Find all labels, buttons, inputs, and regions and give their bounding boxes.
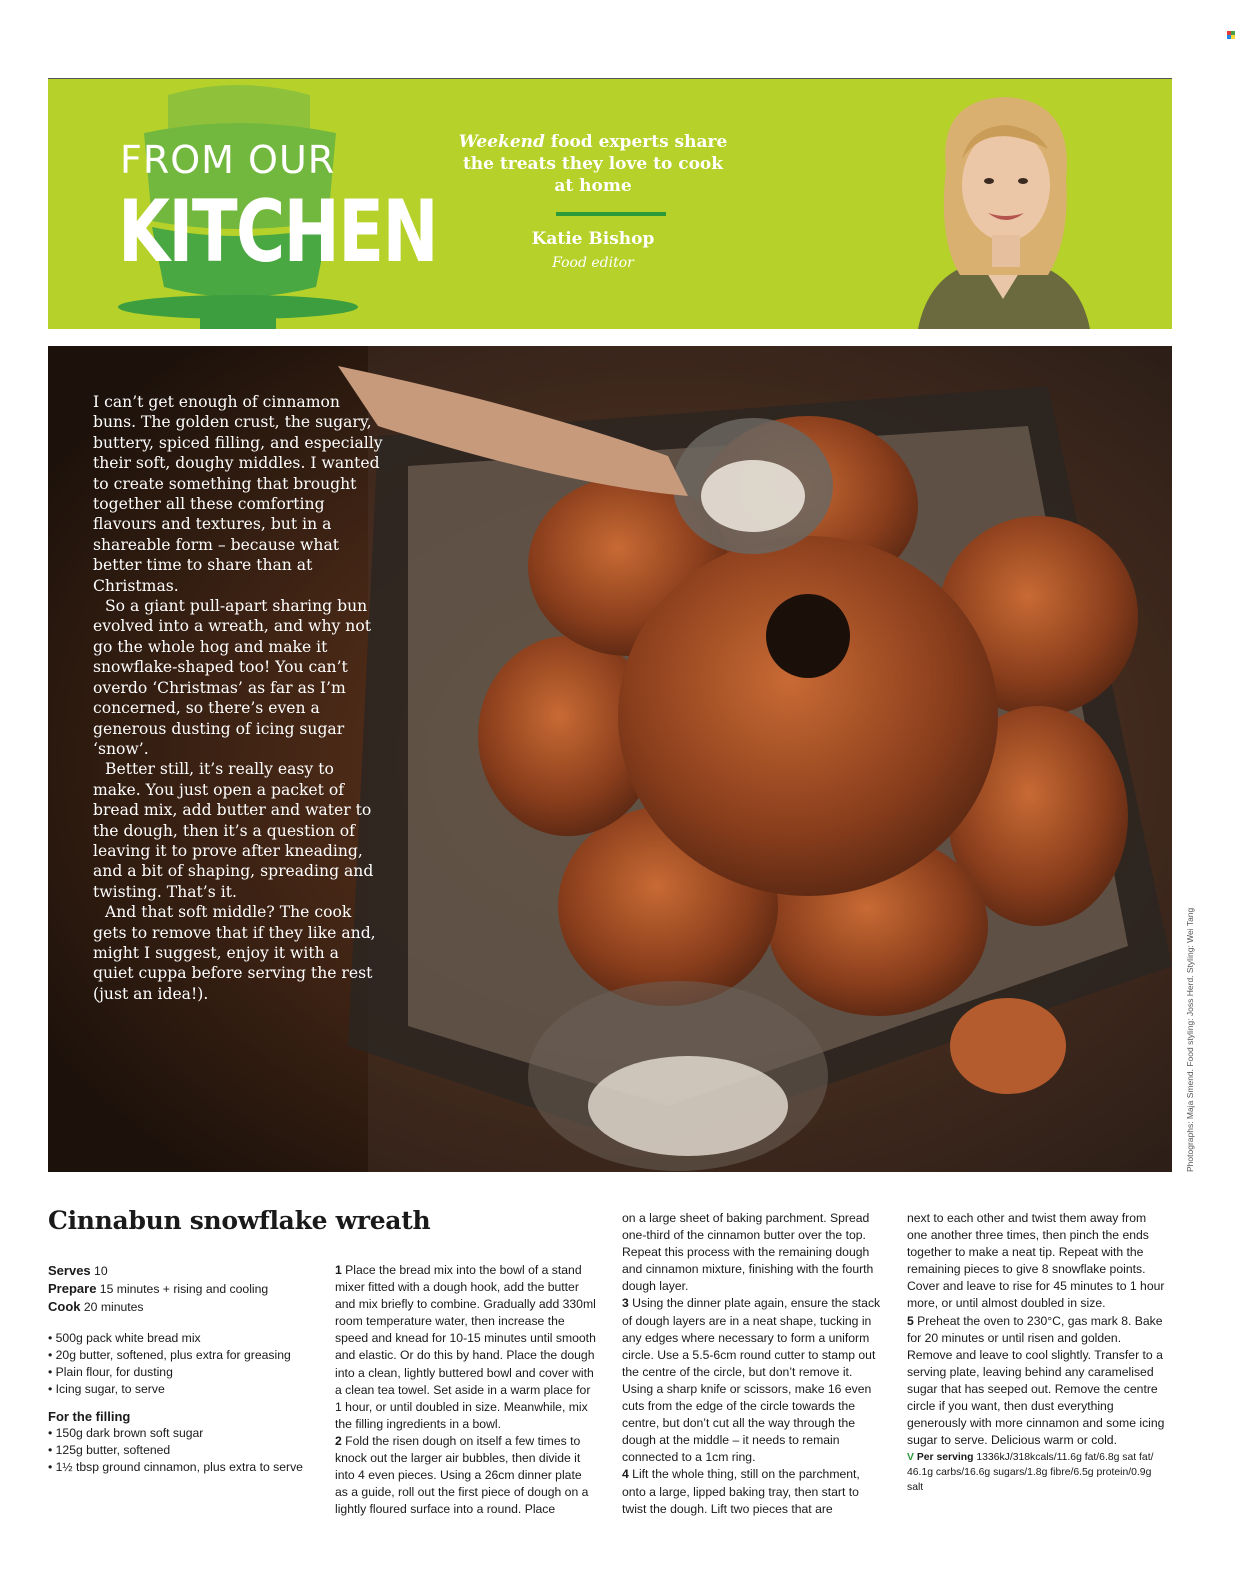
ingredient-list (48, 1330, 318, 1398)
method-step (335, 1433, 597, 1518)
prepare-label: Prepare (48, 1281, 97, 1296)
photo-credit (1185, 907, 1195, 1180)
prepare-value: 15 minutes + rising and cooling (96, 1282, 269, 1296)
method-step (907, 1313, 1169, 1450)
ingredient-item: • 20g butter, softened, plus extra for greasing (48, 1347, 318, 1364)
intro-paragraph: I can’t get enough of cinnamon buns. The golden crust, the sugary, buttery, spiced filling, and especially their soft, doughy middles. I wanted to create something that brought together all these comforting flavours and textures, but in a shareable form – because what better time to share than at Christmas. (93, 393, 383, 595)
photo-credit-text: Photographs: Maja Smend. Food styling: Joss Herd. Styling: Wei Tang (1185, 907, 1195, 1172)
filling-item: • 1½ tbsp ground cinnamon, plus extra to serve (48, 1459, 318, 1476)
method-step (622, 1295, 884, 1466)
method-step (335, 1262, 597, 1433)
prepare-line (48, 1280, 318, 1298)
cook-label: Cook (48, 1299, 81, 1314)
serves-label: Serves (48, 1263, 91, 1278)
step-text: Fold the risen dough on itself a few times to knock out the larger air bubbles, then divide it into 4 even pieces. Using a 26cm dinner plate as a guide, roll out the first piece of dough on a lightly floured surface into a round. Place (335, 1433, 589, 1517)
filling-heading: For the filling (48, 1409, 131, 1424)
step-text: Lift the whole thing, still on the parchment, onto a large, lipped baking tray, then start to twist the dough. Lift two pieces that are (622, 1467, 860, 1516)
step-number: 3 (622, 1296, 629, 1311)
cook-line (48, 1298, 318, 1316)
kitchen-banner (48, 79, 1172, 329)
step-number: 2 (335, 1433, 342, 1448)
tagline-text: food experts share the treats they love to cook at home (462, 132, 728, 196)
per-serving-value: 1336kJ/318kcals/11.6g fat/6.8g sat fat/ 46.1g carbs/16.6g sugars/1.8g fibre/6.5g protein/0.9g salt (907, 1452, 1154, 1494)
method-column-3 (907, 1210, 1169, 1495)
recipe-photo (48, 346, 1172, 1172)
serves-value: 10 (90, 1264, 108, 1278)
ingredient-item: • 500g pack white bread mix (48, 1330, 318, 1347)
banner-title-line2: KITCHEN (118, 182, 438, 282)
author-role: Food editor (552, 255, 634, 271)
step-text: Using the dinner plate again, ensure the stack of dough layers are in a neat shape, tucking in any edges where necessary to form a uniform circle. Use a 5.5-6cm round cutter to stamp out the centre of the circle, but don’t remove it. Using a sharp knife or scissors, make 16 even cuts from the edge of the circle towards the centre, but don’t cut all the way through the dough at the middle – it needs to remain connected to a 1cm ring. (622, 1296, 881, 1465)
ingredient-item: • Plain flour, for dusting (48, 1364, 318, 1381)
method-step (622, 1466, 884, 1517)
step-text: next to each other and twist them away from one another three times, then pinch the ends together to make a neat tip. Repeat with the remaining pieces to give 8 snowflake points. Cover and leave to rise for 45 minutes to 1 hour more, or until almost doubled in size. (907, 1211, 1165, 1311)
cook-value: 20 minutes (80, 1300, 144, 1314)
banner-title-line1: FROM OUR (120, 138, 336, 182)
ingredient-item: • Icing sugar, to serve (48, 1381, 318, 1398)
intro-paragraph: Better still, it’s really easy to make. You just open a packet of bread mix, add butter and water to the dough, then it’s a question of leaving it to prove after kneading, and a bit of shaping, spreading and twisting. That’s it. (93, 760, 374, 901)
step-text: Place the bread mix into the bowl of a stand mixer fitted with a dough hook, add the butter and mix briefly to combine. Gradually add 330ml room temperature water, then increase the speed and knead for 10-15 minutes until smooth and elastic. Or do this by hand. Place the dough into a clean, lightly buttered bowl and cover with a clean tea towel. Set aside in a warm place for 1 hour, or until doubled in size. Meanwhile, mix the filling ingredients in a bowl. (335, 1263, 596, 1431)
banner-tagline (458, 131, 728, 197)
per-serving-label: Per serving (913, 1452, 974, 1464)
step-number: 4 (622, 1467, 629, 1482)
vegetarian-mark: V (907, 1452, 914, 1464)
printer-mark (1227, 31, 1235, 39)
serves-line (48, 1262, 318, 1280)
nutrition-info (907, 1450, 1169, 1495)
intro-text (93, 392, 383, 1004)
step-number: 5 (907, 1313, 914, 1328)
author-name: Katie Bishop (531, 229, 655, 249)
tagline-divider (556, 212, 666, 216)
tagline-italic: Weekend (458, 132, 545, 152)
filling-item: • 150g dark brown soft sugar (48, 1425, 318, 1442)
step-text: Preheat the oven to 230°C, gas mark 8. Bake for 20 minutes or until risen and golden. Remove and leave to cool slightly. Transfer to a serving plate, leaving behind any caramelised sugar that has seeped out. Remove the centre circle if you want, then dust everything generously with more cinnamon and some icing sugar to serve. Delicious warm or cold. (907, 1313, 1165, 1448)
method-column-1 (335, 1262, 597, 1518)
recipe-title: Cinnabun snowflake wreath (48, 1206, 431, 1235)
step-number: 1 (335, 1263, 342, 1277)
intro-paragraph: So a giant pull-apart sharing bun evolved into a wreath, and why not go the whole hog and make it snowflake-shaped too! You can’t overdo ‘Christmas’ as far as I’m concerned, so there’s even a generous dusting of icing sugar ‘snow’. (93, 597, 371, 758)
step-text: on a large sheet of baking parchment. Spread one-third of the cinnamon butter over the top. Repeat this process with the remaining dough and cinnamon mixture, finishing with the fourth dough layer. (622, 1211, 874, 1294)
author-portrait (898, 89, 1108, 329)
filling-list (48, 1425, 318, 1476)
filling-item: • 125g butter, softened (48, 1442, 318, 1459)
method-step (622, 1210, 884, 1295)
recipe-meta (48, 1262, 318, 1476)
method-step (907, 1210, 1169, 1313)
method-column-2 (622, 1210, 884, 1518)
intro-paragraph: And that soft middle? The cook gets to remove that if they like and, might I suggest, enjoy it with a quiet cuppa before serving the rest (just an idea!). (93, 903, 376, 1003)
